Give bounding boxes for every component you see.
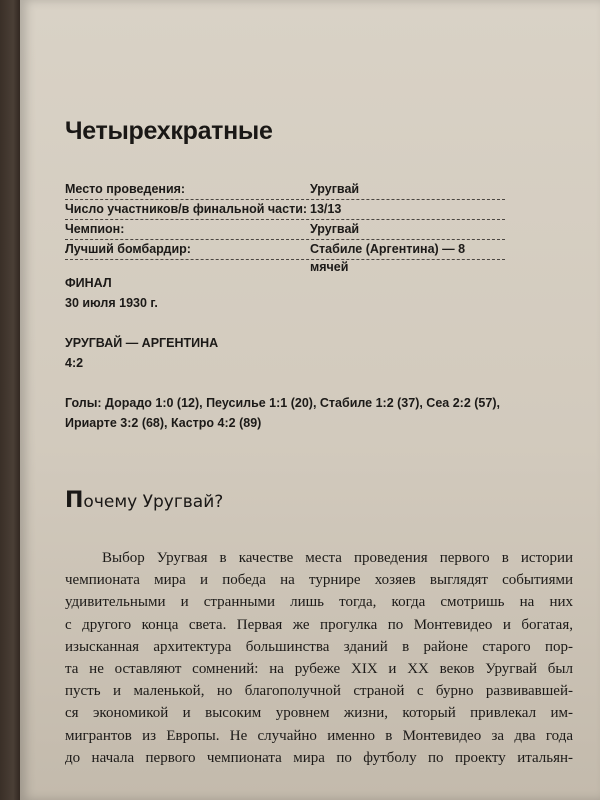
goals-line: Ириарте 3:2 (68), Кастро 4:2 (89) (65, 416, 262, 430)
paragraph-line: до начала первого чемпионата мира по футболу по проекту итальян- (65, 749, 573, 766)
paragraph-line: пусть и маленькой, но благополучной страной с бурно развивавшей- (65, 683, 573, 700)
match-score: 4:2 (65, 356, 84, 370)
fact-value: Уругвай (310, 222, 360, 236)
fact-label: Место проведения: (65, 182, 186, 196)
paragraph-line: удивительными и странными лишь тогда, когда смотришь на них (65, 594, 573, 611)
goals-block (65, 393, 535, 433)
fact-row-participants (65, 200, 505, 220)
paragraph-line: Выбор Уругвая в качестве места проведения первого в истории (102, 550, 573, 566)
paragraph-line: изысканная архитектура большинства зданий в районе старого пор- (65, 638, 573, 655)
book-page (20, 0, 600, 800)
paragraph-line: чемпионата мира и победа на турнире хозяев выглядят событиями (65, 572, 573, 589)
fact-value: Уругвай (310, 182, 360, 196)
chapter-title: Четырехкратные (65, 117, 273, 145)
section-heading (65, 488, 223, 513)
fact-row-champion (65, 220, 505, 240)
paragraph-line: ся экономикой и высоким уровнем жизни, который привлекал им- (65, 705, 573, 722)
paragraph-line: та не оставляют сомнений: на рубеже XIX и XX веков Уругвай был (65, 661, 573, 678)
match-teams: УРУГВАЙ — АРГЕНТИНА (65, 336, 219, 350)
fact-label: Лучший бомбардир: (65, 242, 191, 256)
section-heading-initial: П (65, 488, 84, 513)
book-spine-shadow (0, 0, 22, 800)
body-paragraph (65, 547, 573, 769)
goals-line: Голы: Дорадо 1:0 (12), Пеусилье 1:1 (20), Стабиле 1:2 (37), Сеа 2:2 (57), (65, 396, 500, 410)
fact-label: Чемпион: (65, 222, 125, 236)
paragraph-line: с другого конца света. Первая же прогулка по Монтевидео и богатая, (65, 616, 573, 633)
fact-value: 13/13 (310, 202, 342, 216)
section-heading-rest: очему Уругвай? (83, 492, 224, 512)
paragraph-line: мигрантов из Европы. Не случайно именно в Монтевидео за два года (65, 727, 573, 744)
final-block (65, 273, 158, 313)
fact-value: Стабиле (Аргентина) — 8 мячей (310, 242, 466, 274)
tournament-facts-table (65, 180, 505, 274)
final-heading: ФИНАЛ (65, 276, 112, 290)
fact-label: Число участников/в финальной части: (65, 202, 308, 216)
fact-row-host (65, 180, 505, 200)
final-date: 30 июля 1930 г. (65, 296, 158, 310)
match-block (65, 333, 218, 373)
fact-row-top-scorer (65, 240, 505, 274)
